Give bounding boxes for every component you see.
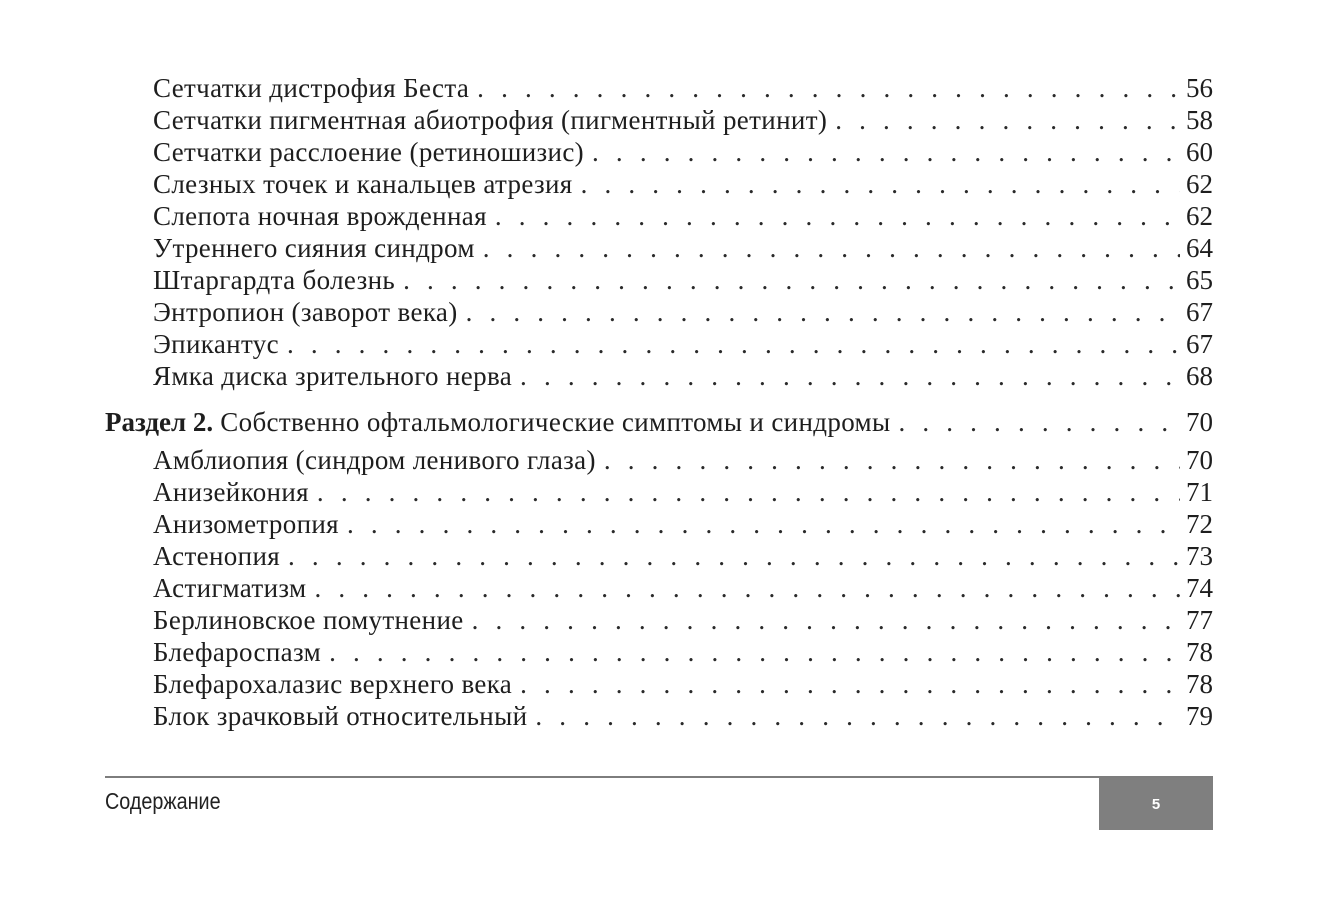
- section-title: Собственно офтальмологические симптомы и синдромы: [220, 407, 891, 437]
- toc-entry-page: 77: [1186, 605, 1213, 635]
- dot-leader: [317, 476, 1180, 508]
- dot-leader: [329, 636, 1180, 668]
- toc-entry-title: Сетчатки пигментная абиотрофия (пигментный ретинит): [153, 105, 828, 135]
- section-page: 70: [1186, 407, 1213, 437]
- toc-entry-page: 60: [1186, 137, 1213, 167]
- toc-entry-page: 68: [1186, 361, 1213, 391]
- toc-entry-title: Ямка диска зрительного нерва: [153, 361, 513, 391]
- dot-leader: [520, 668, 1180, 700]
- toc-entry[interactable]: [105, 668, 1213, 700]
- toc-entry[interactable]: [105, 540, 1213, 572]
- toc-entry-page: 79: [1186, 701, 1213, 731]
- dot-leader: [520, 360, 1180, 392]
- toc-entry[interactable]: [105, 636, 1213, 668]
- toc-entry-page: 73: [1186, 541, 1213, 571]
- table-of-contents: [105, 72, 1213, 732]
- toc-entry-title: Слезных точек и канальцев атрезия: [153, 169, 573, 199]
- toc-entry-page: 67: [1186, 297, 1213, 327]
- toc-entry-page: 72: [1186, 509, 1213, 539]
- toc-entry-page: 78: [1186, 669, 1213, 699]
- toc-entry[interactable]: [105, 700, 1213, 732]
- toc-entry-title: Анизейкония: [153, 477, 309, 507]
- dot-leader: [535, 700, 1180, 732]
- dot-leader: [483, 232, 1180, 264]
- toc-entry-page: 58: [1186, 105, 1213, 135]
- dot-leader: [495, 200, 1180, 232]
- toc-entry[interactable]: [105, 508, 1213, 540]
- toc-entry-page: 56: [1186, 73, 1213, 103]
- toc-entry-title: Астенопия: [153, 541, 281, 571]
- toc-entry[interactable]: [105, 232, 1213, 264]
- toc-entry[interactable]: [105, 604, 1213, 636]
- toc-entry-title: Блефарохалазис верхнего века: [153, 669, 513, 699]
- toc-entry[interactable]: [105, 136, 1213, 168]
- toc-entry[interactable]: [105, 476, 1213, 508]
- toc-entry[interactable]: [105, 360, 1213, 392]
- section-heading-text: [105, 402, 890, 442]
- toc-entry-title: Сетчатки дистрофия Беста: [153, 73, 470, 103]
- dot-leader: [581, 168, 1180, 200]
- running-footer-title: Содержание: [105, 788, 221, 814]
- dot-leader: [403, 264, 1180, 296]
- toc-entry-title: Штаргардта болезнь: [153, 265, 396, 295]
- toc-entry-page: 74: [1186, 573, 1213, 603]
- toc-entry[interactable]: [105, 264, 1213, 296]
- toc-entry-title: Амблиопия (синдром ленивого глаза): [153, 445, 596, 475]
- dot-leader: [288, 540, 1180, 572]
- toc-entry-page: 62: [1186, 201, 1213, 231]
- dot-leader: [592, 136, 1180, 168]
- toc-entry-title: Энтропион (заворот века): [153, 297, 458, 327]
- toc-entry[interactable]: [105, 444, 1213, 476]
- dot-leader: [466, 296, 1180, 328]
- toc-entry-page: 65: [1186, 265, 1213, 295]
- toc-entry[interactable]: [105, 572, 1213, 604]
- dot-leader: [477, 72, 1180, 104]
- toc-entry[interactable]: [105, 200, 1213, 232]
- dot-leader: [472, 604, 1180, 636]
- toc-section-heading[interactable]: [105, 402, 1213, 442]
- toc-entry[interactable]: [105, 328, 1213, 360]
- page-number: 5: [1151, 795, 1161, 813]
- toc-entry-title: Анизометропия: [153, 509, 339, 539]
- toc-entry-page: 71: [1186, 477, 1213, 507]
- dot-leader: [287, 328, 1180, 360]
- toc-entry[interactable]: [105, 168, 1213, 200]
- toc-entry-page: 78: [1186, 637, 1213, 667]
- toc-entry-title: Блефароспазм: [153, 637, 322, 667]
- toc-entry-page: 62: [1186, 169, 1213, 199]
- dot-leader: [314, 572, 1180, 604]
- toc-entry[interactable]: [105, 72, 1213, 104]
- dot-leader: [835, 104, 1180, 136]
- toc-entry[interactable]: [105, 296, 1213, 328]
- toc-entry-title: Блок зрачковый относительный: [153, 701, 528, 731]
- dot-leader: [898, 402, 1180, 442]
- toc-entry-title: Слепота ночная врожденная: [153, 201, 487, 231]
- footer-divider: [105, 776, 1213, 778]
- toc-entry-title: Сетчатки расслоение (ретиношизис): [153, 137, 585, 167]
- section-label: Раздел 2.: [105, 407, 214, 437]
- toc-entry-title: Утреннего сияния синдром: [153, 233, 475, 263]
- toc-entry-page: 70: [1186, 445, 1213, 475]
- page-number-box: [1099, 778, 1213, 830]
- toc-entry-page: 64: [1186, 233, 1213, 263]
- dot-leader: [604, 444, 1180, 476]
- dot-leader: [347, 508, 1180, 540]
- toc-entry-title: Берлиновское помутнение: [153, 605, 464, 635]
- toc-entry-title: Эпикантус: [153, 329, 279, 359]
- toc-entry-page: 67: [1186, 329, 1213, 359]
- toc-entry[interactable]: [105, 104, 1213, 136]
- toc-entry-title: Астигматизм: [153, 573, 307, 603]
